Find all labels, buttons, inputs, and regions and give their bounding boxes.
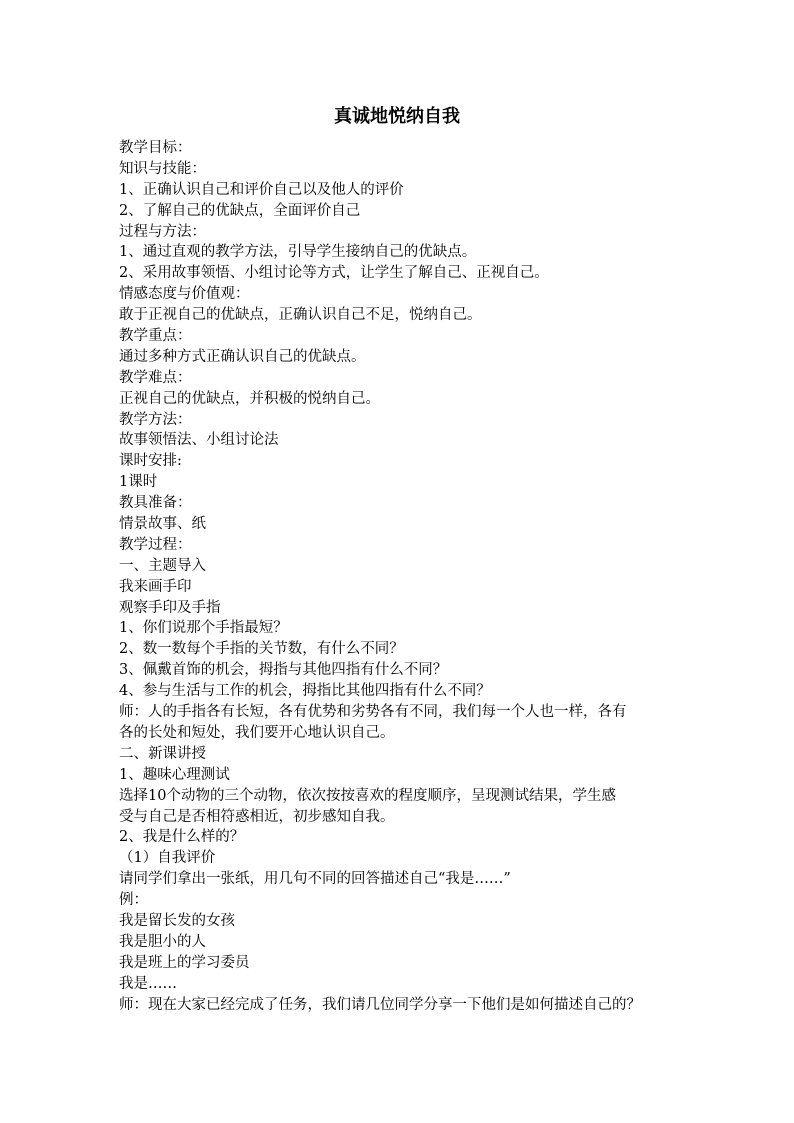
text-line: 教学目标： [119, 140, 192, 156]
text-line: 选择10个动物的三个动物，依次按按喜欢的程度顺序，呈现测试结果，学生感 [119, 787, 616, 804]
text-line: 情感态度与价值观： [119, 286, 250, 303]
text-line: 我来画手印 [119, 578, 192, 595]
text-line: 3、佩戴首饰的机会，拇指与其他四指有什么不同？ [119, 662, 448, 679]
text-line: 请同学们拿出一张纸，用几句不同的回答描述自己“我是……” [119, 871, 511, 888]
text-line: 受与自己是否相符惑相近，初步感知自我。 [119, 808, 395, 825]
text-line: 我是班上的学习委员 [119, 954, 250, 971]
document-body [119, 138, 679, 1015]
text-line: 教具准备： [119, 495, 192, 512]
text-line: 通过多种方式正确认识自己的优缺点。 [119, 348, 366, 365]
text-line: 教学方法： [119, 411, 192, 428]
text-line: 敢于正视自己的优缺点，正确认识自己不足，悦纳自己。 [119, 307, 482, 324]
text-line: 故事领悟法、小组讨论法 [119, 432, 279, 449]
text-line: 正视自己的优缺点，并积极的悦纳自己。 [119, 390, 380, 407]
text-line: 1、趣味心理测试 [119, 766, 230, 783]
text-line: 过程与方法： [119, 223, 206, 240]
text-line: 2、了解自己的优缺点，全面评价自己 [119, 202, 361, 219]
text-line: 1课时 [119, 474, 158, 491]
text-line: 我是胆小的人 [119, 933, 206, 950]
text-line: （1）自我评价 [119, 850, 216, 867]
text-line: 观察手印及手指 [119, 599, 221, 616]
text-line: 师：人的手指各有长短，各有优势和劣势各有不同，我们每一个人也一样，各有 [119, 704, 627, 721]
text-line: 4、参与生活与工作的机会，拇指比其他四指有什么不同？ [119, 683, 491, 700]
text-line: 一、主题导入 [119, 557, 206, 574]
document-title: 真诚地悦纳自我 [334, 106, 460, 127]
text-line: 教学过程： [119, 536, 192, 553]
text-line: 例： [119, 892, 148, 909]
text-line: 2、我是什么样的？ [119, 829, 245, 846]
text-line: 1、正确认识自己和评价自己以及他人的评价 [119, 181, 404, 198]
text-line: 二、新课讲授 [119, 745, 206, 762]
text-line: 2、数一数每个手指的关节数，有什么不同？ [119, 641, 404, 658]
text-line: 各的长处和短处，我们要开心地认识自己。 [119, 724, 395, 741]
text-line: 1、你们说那个手指最短？ [119, 620, 288, 637]
text-line: 1、通过直观的教学方法，引导学生接纳自己的优缺点。 [119, 244, 477, 261]
text-line: 师：现在大家已经完成了任务，我们请几位同学分享一下他们是如何描述自己的？ [119, 996, 641, 1013]
text-line: 情景故事、纸 [119, 516, 206, 533]
text-line: 课时安排: [119, 453, 182, 470]
text-line: 教学难点： [119, 369, 192, 386]
text-line: 我是留长发的女孩 [119, 912, 235, 929]
text-line: 知识与技能： [119, 160, 206, 177]
text-line: 教学重点： [119, 328, 192, 345]
text-line: 我是…… [119, 975, 177, 992]
text-line: 2、采用故事领悟、小组讨论等方式，让学生了解自己、正视自己。 [119, 265, 549, 282]
